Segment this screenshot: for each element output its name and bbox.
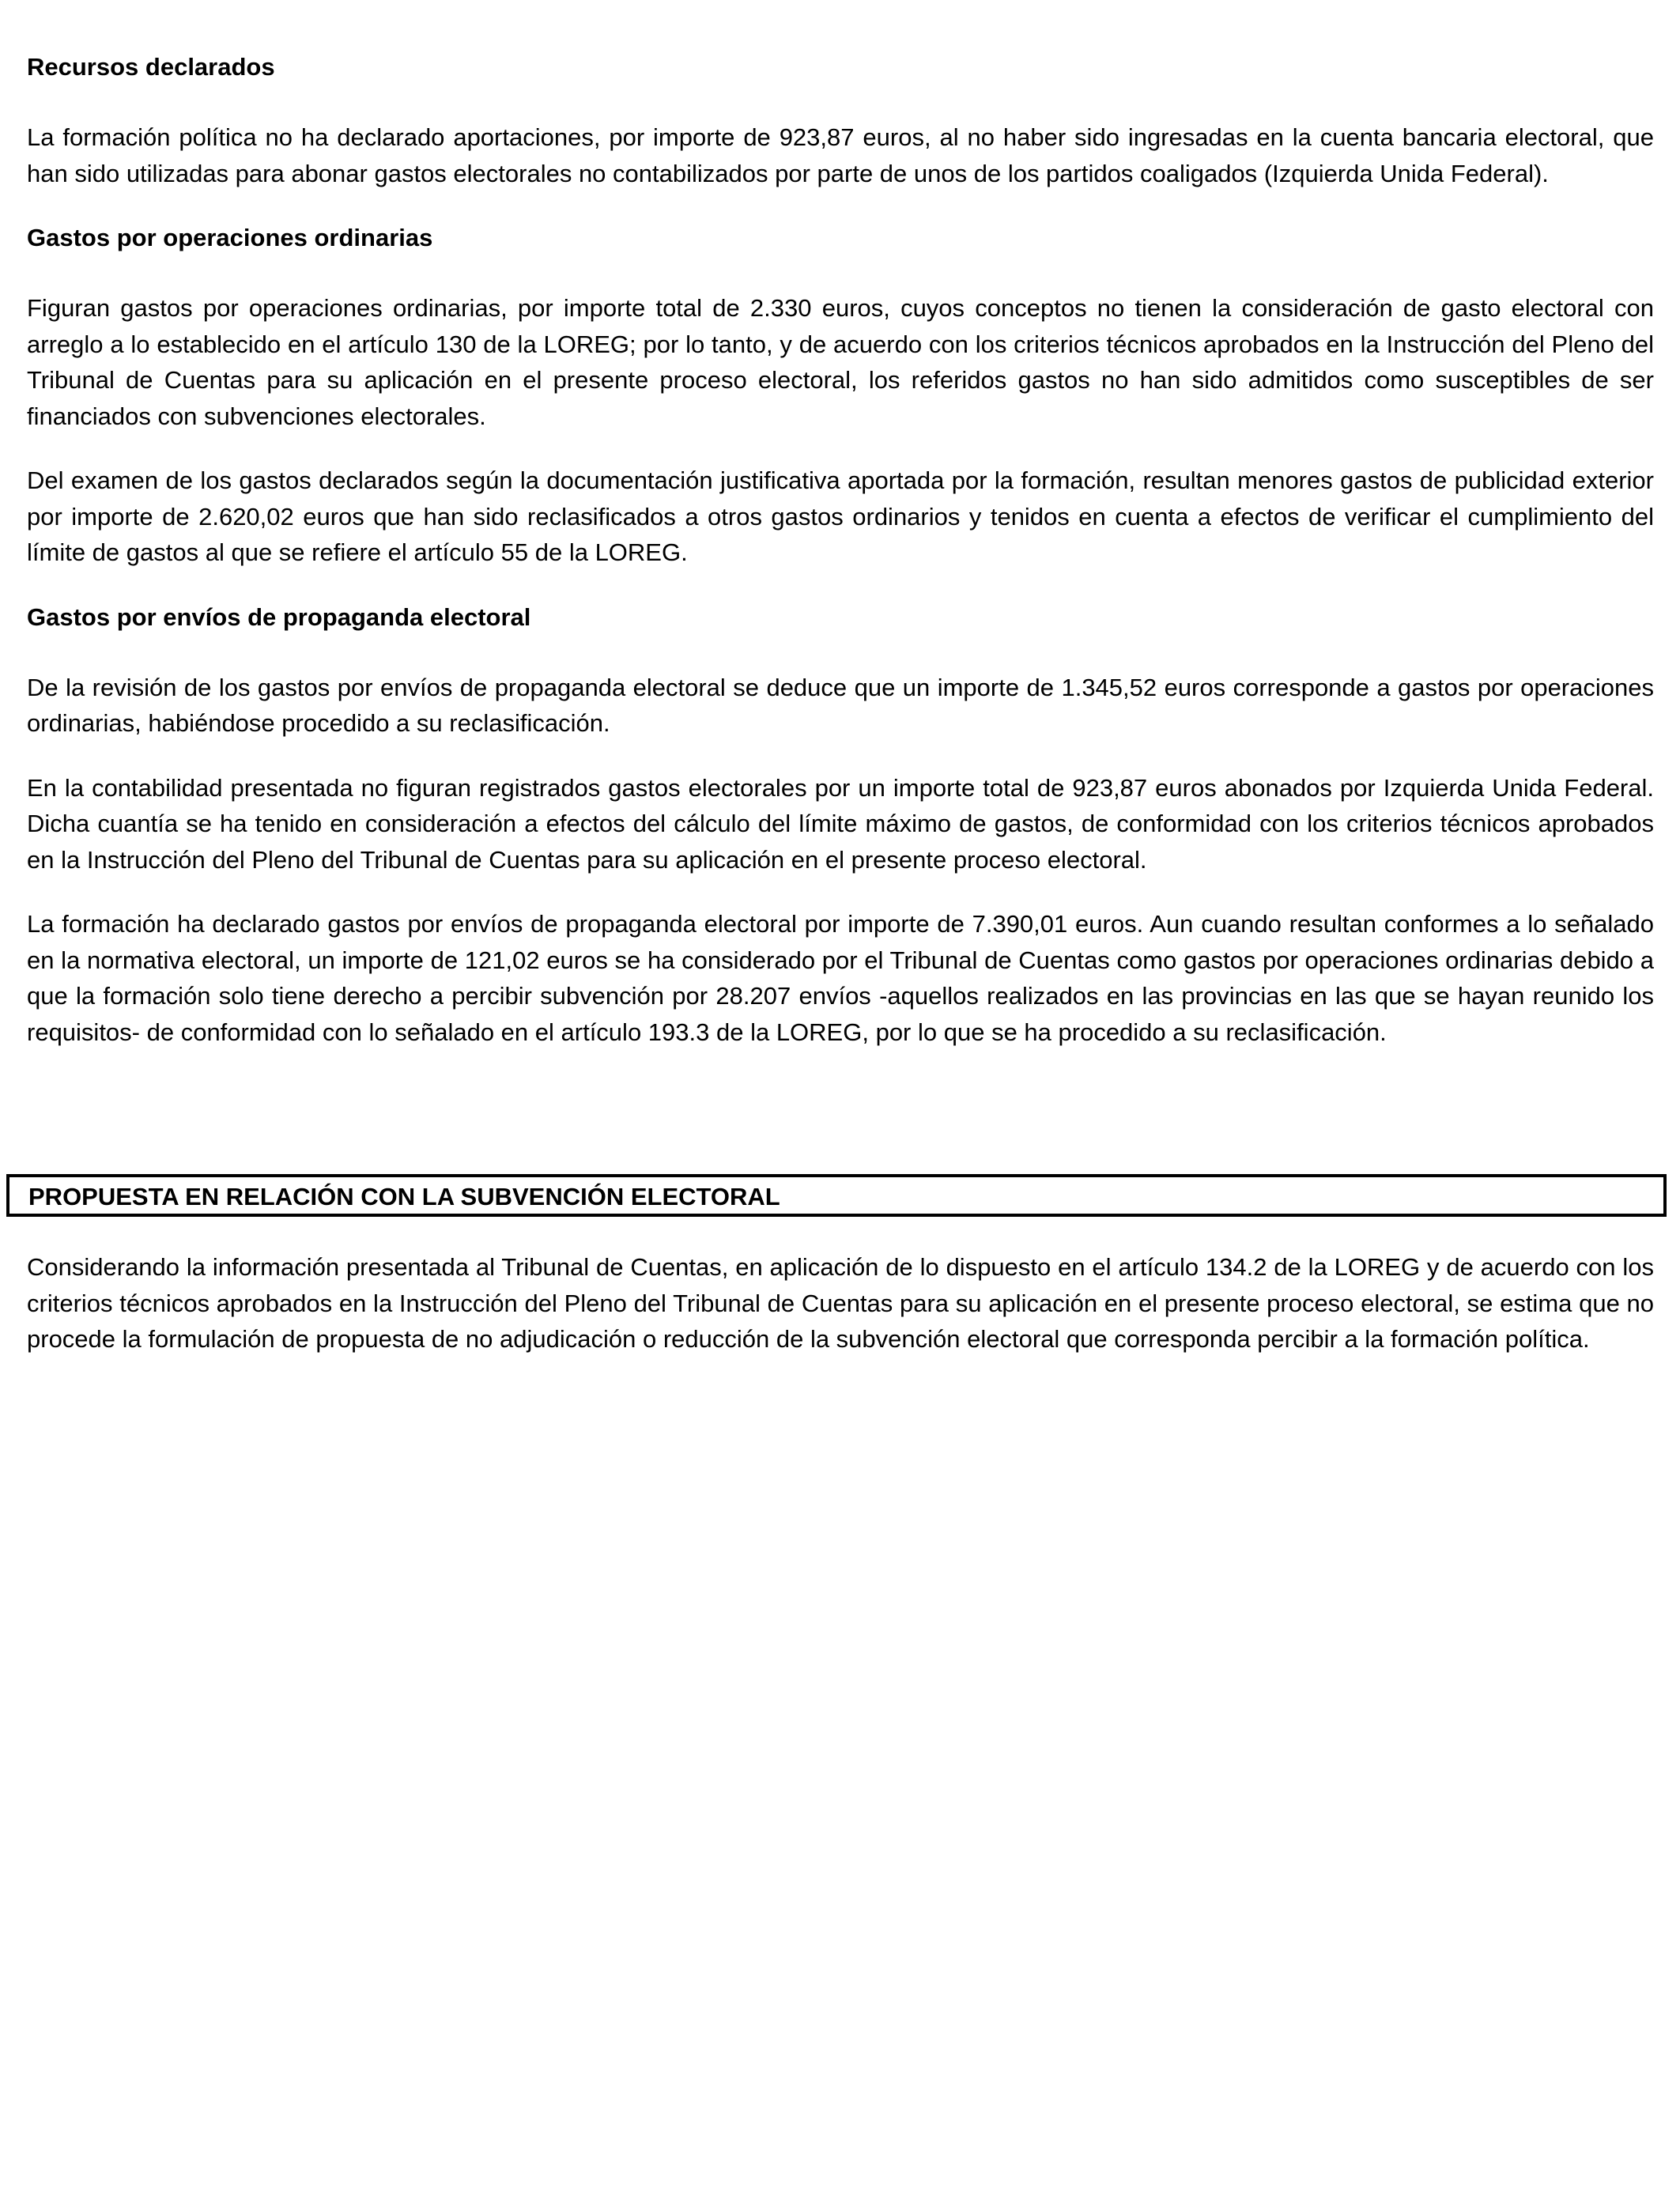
section-heading-gastos-operaciones-ordinarias: Gastos por operaciones ordinarias [27,224,433,251]
paragraph-recursos-declarados: La formación política no ha declarado aportaciones, por importe de 923,87 euros, al no haber sido ingresadas en la cuenta bancaria electoral, que han sido utilizadas para abonar gastos electorales no contabilizados por parte de unos de los partidos coaligados (Izquierda Unida Federal). [27,123,1654,187]
paragraph-envios-propaganda-1: De la revisión de los gastos por envíos de propaganda electoral se deduce que un importe de 1.345,52 euros corresponde a gastos por operaciones ordinarias, habiéndose procedido a su reclasificación. [27,673,1654,737]
paragraph-gastos-ordinarias-2: Del examen de los gastos declarados según la documentación justificativa aportada por la formación, resultan menores gastos de publicidad exterior por importe de 2.620,02 euros que han sido reclasificados a otros gastos ordinarios y tenidos en cuenta a efectos de verificar el cumplimiento del límite de gastos al que se refiere el artículo 55 de la LOREG. [27,466,1654,566]
proposal-heading-box [6,1174,1667,1217]
proposal-heading: PROPUESTA EN RELACIÓN CON LA SUBVENCIÓN ELECTORAL [28,1183,780,1210]
section-heading-gastos-envios-propaganda: Gastos por envíos de propaganda electoral [27,602,531,631]
document-body [27,49,1654,1050]
paragraph-gastos-ordinarias-1: Figuran gastos por operaciones ordinarias, por importe total de 2.330 euros, cuyos conceptos no tienen la consideración de gasto electoral con arreglo a lo establecido en el artículo 130 de la LOREG; por lo tanto, y de acuerdo con los criterios técnicos aprobados en la Instrucción del Pleno del Tribunal de Cuentas para su aplicación en el presente proceso electoral, los referidos gastos no han sido admitidos como susceptibles de ser financiados con subvenciones electorales. [27,294,1654,430]
paragraph-envios-propaganda-2: En la contabilidad presentada no figuran registrados gastos electorales por un importe total de 923,87 euros abonados por Izquierda Unida Federal. Dicha cuantía se ha tenido en consideración a efectos del cálculo del límite máximo de gastos, de conformidad con los criterios técnicos aprobados en la Instrucción del Pleno del Tribunal de Cuentas para su aplicación en el presente proceso electoral. [27,773,1654,874]
paragraph-envios-propaganda-3: La formación ha declarado gastos por envíos de propaganda electoral por importe de 7.390,01 euros. Aun cuando resultan conformes a lo señalado en la normativa electoral, un importe de 121,02 euros se ha considerado por el Tribunal de Cuentas como gastos por operaciones ordinarias debido a que la formación solo tiene derecho a percibir subvención por 28.207 envíos -aquellos realizados en las provincias en las que se hayan reunido los requisitos- de conformidad con lo señalado en el artículo 193.3 de la LOREG, por lo que se ha procedido a su reclasificación. [27,910,1654,1046]
section-heading-recursos-declarados: Recursos declarados [27,53,275,81]
proposal-paragraph: Considerando la información presentada al Tribunal de Cuentas, en aplicación de lo dispuesto en el artículo 134.2 de la LOREG y de acuerdo con los criterios técnicos aprobados en la Instrucción del Pleno del Tribunal de Cuentas para su aplicación en el presente proceso electoral, se estima que no procede la formulación de propuesta de no adjudicación o reducción de la subvención electoral que corresponda percibir a la formación política. [27,1253,1654,1353]
